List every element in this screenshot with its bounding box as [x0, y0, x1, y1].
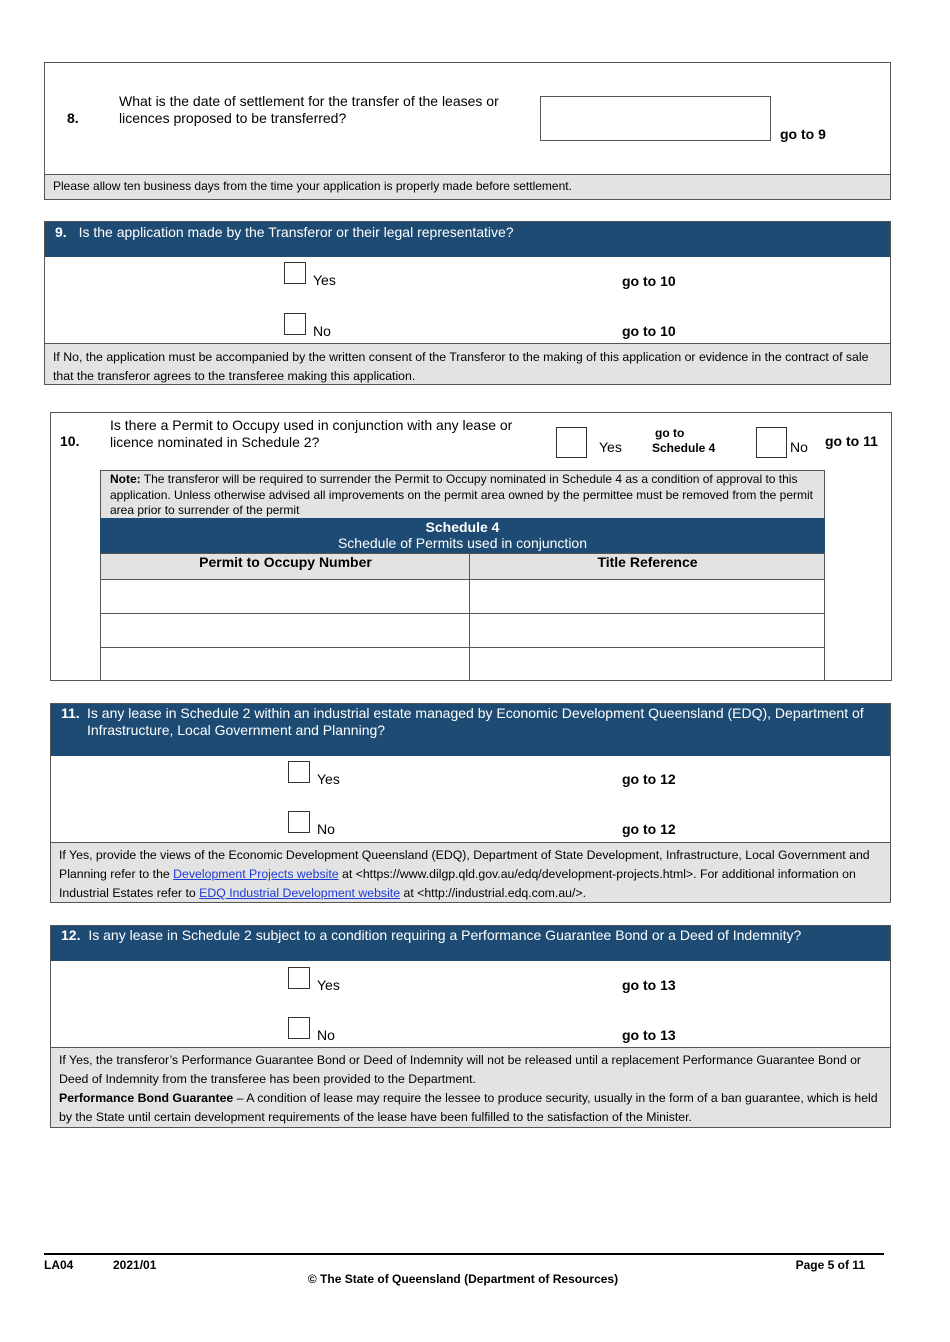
- q12-note2-text: – A condition of lease may require the lessee to produce security, usually in the form of a ban guarantee, which is held by the State until certain development requirements of the lease have been fulfilled to the satisfaction of the Minister.: [59, 1091, 878, 1124]
- q10-note: [100, 470, 825, 519]
- q9-header: [45, 222, 890, 257]
- development-projects-link[interactable]: Development Projects website: [173, 867, 339, 881]
- q11-yes-goto: go to 12: [622, 771, 676, 787]
- q12-no-checkbox[interactable]: [288, 1017, 310, 1039]
- q11-question: Is any lease in Schedule 2 within an industrial estate managed by Economic Development Queensland (EDQ), Department of Infrastructure, Local Government and Planning?: [87, 705, 864, 738]
- column-title-reference: Title Reference: [597, 554, 698, 570]
- q8-note: [45, 174, 890, 199]
- q11-note-part1: If Yes, provide the views of the Economic Development Queensland (EDQ), Department of State Development, Infrastructure, Local Government and Planning refer to the: [59, 848, 870, 881]
- q10-yes-label: Yes: [599, 439, 622, 455]
- q11-no-label: No: [317, 821, 335, 837]
- schedule4-column-divider: [469, 553, 470, 681]
- table-row-3-title-cell[interactable]: [471, 649, 823, 680]
- edq-industrial-development-link[interactable]: EDQ Industrial Development website: [199, 886, 401, 900]
- footer-page-number: Page 5 of 11: [795, 1258, 865, 1272]
- q12-number: 12.: [61, 927, 81, 943]
- q10-yes-goto-line1: go to: [655, 426, 685, 440]
- schedule4-column-header: [100, 553, 825, 580]
- q12-note2: [59, 1089, 882, 1127]
- q10-no-checkbox[interactable]: [756, 427, 787, 458]
- q10-yes-goto-line2: Schedule 4: [652, 441, 716, 455]
- column-permit-number: Permit to Occupy Number: [199, 554, 372, 570]
- q12-no-label: No: [317, 1027, 335, 1043]
- q8-number: 8.: [67, 110, 79, 126]
- q10-no-label: No: [790, 439, 808, 455]
- schedule4-header: [100, 518, 825, 553]
- q9-yes-label: Yes: [313, 272, 336, 288]
- q8-goto: go to 9: [780, 126, 826, 142]
- schedule4-title: Schedule 4: [425, 519, 500, 535]
- q11-note-part3: at <http://industrial.edq.com.au/>.: [400, 886, 587, 900]
- q11-yes-checkbox[interactable]: [288, 761, 310, 783]
- q12-yes-checkbox[interactable]: [288, 967, 310, 989]
- q11-number: 11.: [61, 705, 80, 721]
- q10-no-goto: go to 11: [825, 433, 878, 449]
- q10-number: 10.: [60, 433, 80, 449]
- q10-question: Is there a Permit to Occupy used in conjunction with any lease or licence nominated in Schedule 2?: [110, 417, 513, 450]
- q12-header: [51, 926, 890, 961]
- q11-note: [51, 842, 890, 902]
- q12-yes-label: Yes: [317, 977, 340, 993]
- table-row-divider: [100, 613, 825, 614]
- q9-no-goto: go to 10: [622, 323, 676, 339]
- q12-note2-label: Performance Bond Guarantee: [59, 1091, 234, 1105]
- q8-note-text: Please allow ten business days from the time your application is properly made before settlement.: [53, 179, 572, 193]
- table-row-divider: [100, 647, 825, 648]
- q11-note-part2: at <https://www.dilgp.qld.gov.au/edq/development-projects.html>. For additional information on Industrial Estates refer to: [59, 867, 856, 900]
- table-row-3-permit-cell[interactable]: [102, 649, 467, 680]
- table-row-1-permit-cell[interactable]: [102, 581, 467, 612]
- q9-yes-checkbox[interactable]: [284, 262, 306, 284]
- schedule4-subtitle: Schedule of Permits used in conjunction: [337, 535, 588, 551]
- q9-yes-goto: go to 10: [622, 273, 676, 289]
- q9-no-checkbox[interactable]: [284, 313, 306, 335]
- footer-rule: [44, 1253, 884, 1255]
- table-row-1-title-cell[interactable]: [471, 581, 823, 612]
- q9-note-text: If No, the application must be accompanied by the written consent of the Transferor to the making of this application or evidence in the contract of sale that the transferor agrees to the transferee making this application.: [53, 350, 869, 383]
- footer-form-code: LA04: [44, 1258, 74, 1272]
- q12-question: Is any lease in Schedule 2 subject to a condition requiring a Performance Guarantee Bond or a Deed of Indemnity?: [88, 927, 802, 943]
- footer-copyright: © The State of Queensland (Department of Resources): [307, 1272, 619, 1286]
- q9-note: [45, 343, 890, 384]
- q11-no-checkbox[interactable]: [288, 811, 310, 833]
- q8-question: What is the date of settlement for the transfer of the leases or licences proposed to be transferred?: [119, 93, 499, 126]
- settlement-date-input[interactable]: [540, 96, 771, 141]
- footer-version: 2021/01: [113, 1258, 157, 1272]
- q9-no-label: No: [313, 323, 331, 339]
- q9-number: 9.: [55, 224, 67, 240]
- q12-yes-goto: go to 13: [622, 977, 676, 993]
- q10-yes-checkbox[interactable]: [556, 427, 587, 458]
- q10-note-label: Note:: [110, 472, 141, 486]
- q11-no-goto: go to 12: [622, 821, 676, 837]
- q11-yes-label: Yes: [317, 771, 340, 787]
- q12-no-goto: go to 13: [622, 1027, 676, 1043]
- q10-note-text: The transferor will be required to surrender the Permit to Occupy nominated in Schedule 4 as a condition of approval to this application. Unless otherwise advised all improvements on the permit area owned by the permittee must be removed from the permit area prior to surrender of the permit: [110, 472, 814, 517]
- q12-note: [51, 1047, 890, 1127]
- table-row-2-permit-cell[interactable]: [102, 615, 467, 646]
- q11-header: [51, 704, 890, 756]
- table-row-2-title-cell[interactable]: [471, 615, 823, 646]
- q12-note1: If Yes, the transferor’s Performance Guarantee Bond or Deed of Indemnity will not be released until a replacement Performance Guarantee Bond or Deed of Indemnity from the transferee has been provided to the Department.: [59, 1053, 862, 1086]
- q9-question: Is the application made by the Transferor or their legal representative?: [78, 224, 514, 240]
